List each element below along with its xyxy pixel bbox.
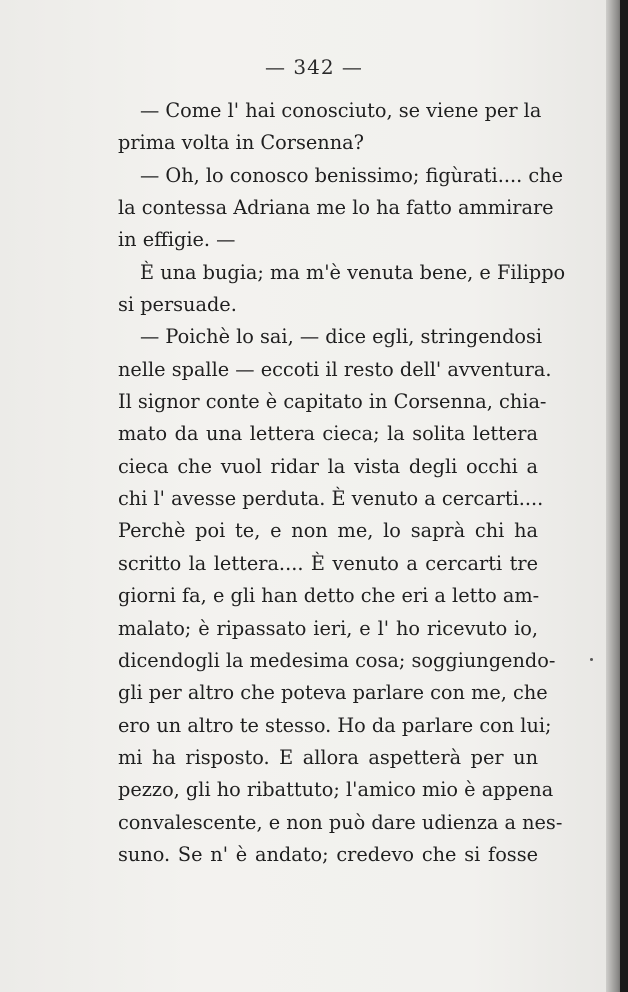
text-line: — Oh, lo conosco benissimo; figùrati.... che bbox=[140, 163, 563, 187]
text-line: chi l' avesse perduta. È venuto a cercarti.... bbox=[118, 487, 544, 511]
text-line: dicendogli la medesima cosa; soggiungendo- bbox=[118, 648, 556, 672]
book-spine-edge bbox=[620, 0, 628, 992]
text-line: pezzo, gli ho ribattuto; l'amico mio è appena bbox=[118, 778, 554, 802]
text-line: gli per altro che poteva parlare con me, che bbox=[118, 681, 548, 705]
text-line: suno. Se n' è andato; credevo che si fosse bbox=[118, 842, 538, 866]
text-line: È una bugia; ma m'è venuta bene, e Filippo bbox=[140, 260, 566, 284]
text-line: cieca che vuol ridar la vista degli occhi a bbox=[118, 454, 538, 478]
text-line: ero un altro te stesso. Ho da parlare con lui; bbox=[118, 713, 552, 737]
text-line: scritto la lettera.... È venuto a cercarti tre bbox=[118, 551, 538, 575]
text-line: prima volta in Corsenna? bbox=[118, 131, 364, 155]
body-text bbox=[118, 95, 566, 871]
text-line: Perchè poi te, e non me, lo saprà chi ha bbox=[118, 519, 538, 543]
text-line: in effigie. — bbox=[118, 228, 236, 252]
text-line: mato da una lettera cieca; la solita lettera bbox=[118, 422, 538, 446]
text-line: — Come l' hai conosciuto, se viene per la bbox=[140, 99, 542, 122]
text-line: la contessa Adriana me lo ha fatto ammirare bbox=[118, 196, 554, 220]
text-line: giorni fa, e gli han detto che eri a letto am- bbox=[118, 584, 540, 608]
text-line: Il signor conte è capitato in Corsenna, chia- bbox=[118, 390, 547, 414]
text-line: malato; è ripassato ieri, e l' ho ricevuto io, bbox=[118, 616, 538, 640]
text-line: si persuade. bbox=[118, 293, 237, 317]
page-number: — 342 — bbox=[265, 55, 363, 79]
text-line: — Poichè lo sai, — dice egli, stringendosi bbox=[140, 325, 543, 349]
text-line: mi ha risposto. E allora aspetterà per un bbox=[118, 745, 538, 769]
text-line: nelle spalle — eccoti il resto dell' avventura. bbox=[118, 357, 552, 381]
paper-speck bbox=[590, 658, 593, 661]
page-edge-shadow bbox=[606, 0, 628, 992]
text-line: convalescente, e non può dare udienza a nes- bbox=[118, 810, 563, 834]
